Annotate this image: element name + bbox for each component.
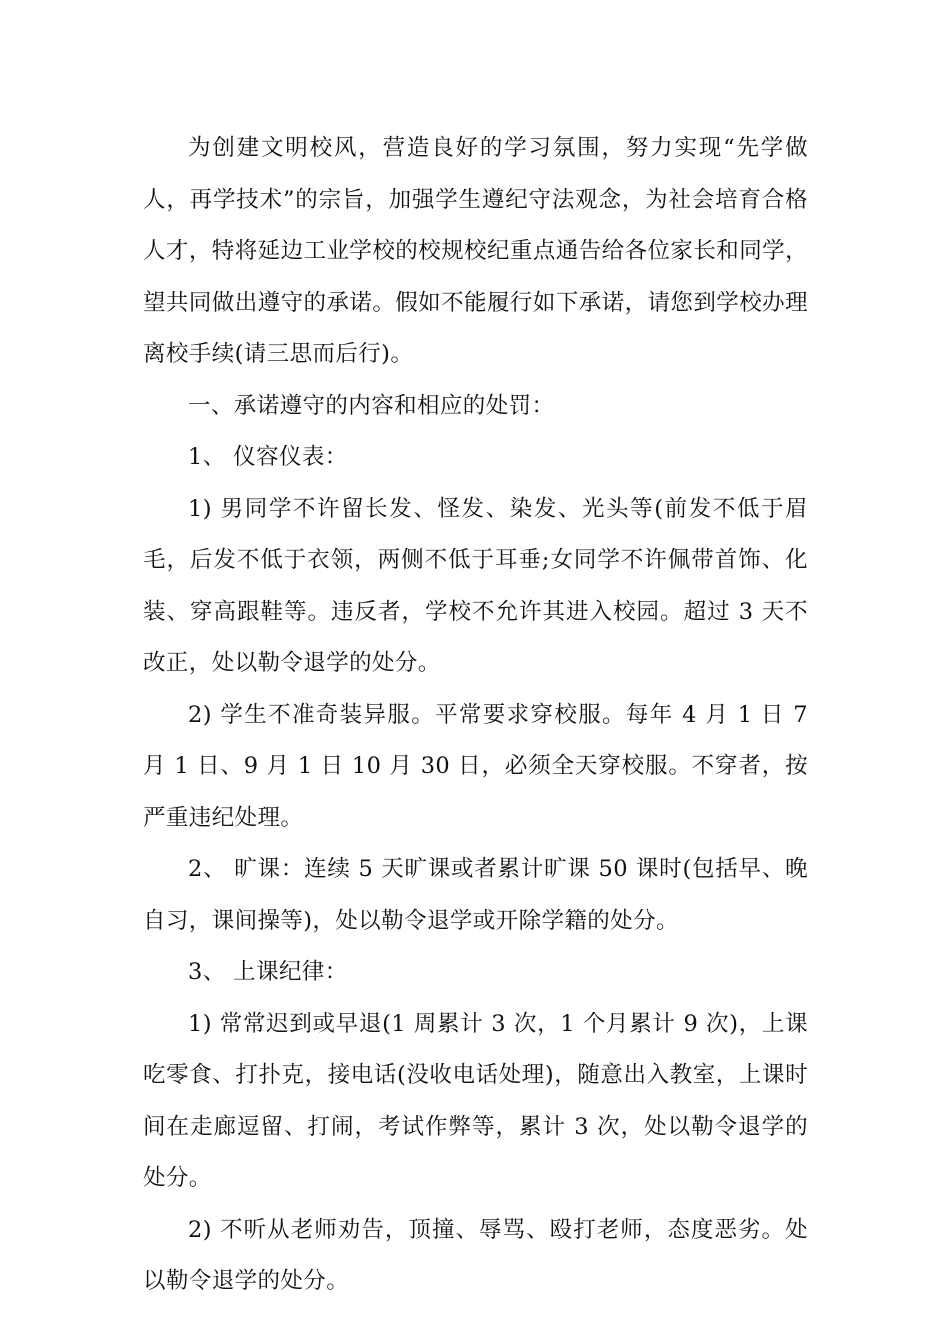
item-heading-class-discipline: 3、 上课纪律： <box>188 959 348 985</box>
rule-hair-accessories: 1) 男同学不许留长发、怪发、染发、光头等(前发不低于眉毛，后发不低于衣领，两侧不低于耳垂;女同学不许佩带首饰、化装、穿高跟鞋等。违反者，学校不允许其进入校园。超过 3 天不改正，处以勒令退学的处分。 <box>143 495 808 676</box>
rule-respect-teachers: 2) 不听从老师劝告，顶撞、辱骂、殴打老师，态度恶劣。处以勒令退学的处分。 <box>143 1216 808 1294</box>
document-body <box>143 123 808 1308</box>
item-heading-appearance: 1、 仪容仪表： <box>188 444 348 470</box>
rule-uniform: 2) 学生不准奇装异服。平常要求穿校服。每年 4 月 1 日 7 月 1 日、9 月 1 日 10 月 30 日，必须全天穿校服。不穿者，按严重违纪处理。 <box>143 701 808 831</box>
item-truancy: 2、 旷课：连续 5 天旷课或者累计旷课 50 课时(包括早、晚自习，课间操等)，处以勒令退学或开除学籍的处分。 <box>143 856 808 934</box>
rule-lateness: 1) 常常迟到或早退(1 周累计 3 次，1 个月累计 9 次)，上课吃零食、打扑克，接电话(没收电话处理)，随意出入教室，上课时间在走廊逗留、打闹，考试作弊等，累计 3 次，处以勒令退学的处分。 <box>143 1010 808 1191</box>
intro-paragraph: 为创建文明校风，营造良好的学习氛围，努力实现“先学做人，再学技术”的宗旨，加强学生遵纪守法观念，为社会培育合格人才，特将延边工业学校的校规校纪重点通告给各位家长和同学，望共同做出遵守的承诺。假如不能履行如下承诺，请您到学校办理离校手续(请三思而后行)。 <box>143 135 808 367</box>
section-heading: 一、承诺遵守的内容和相应的处罚： <box>188 392 555 419</box>
